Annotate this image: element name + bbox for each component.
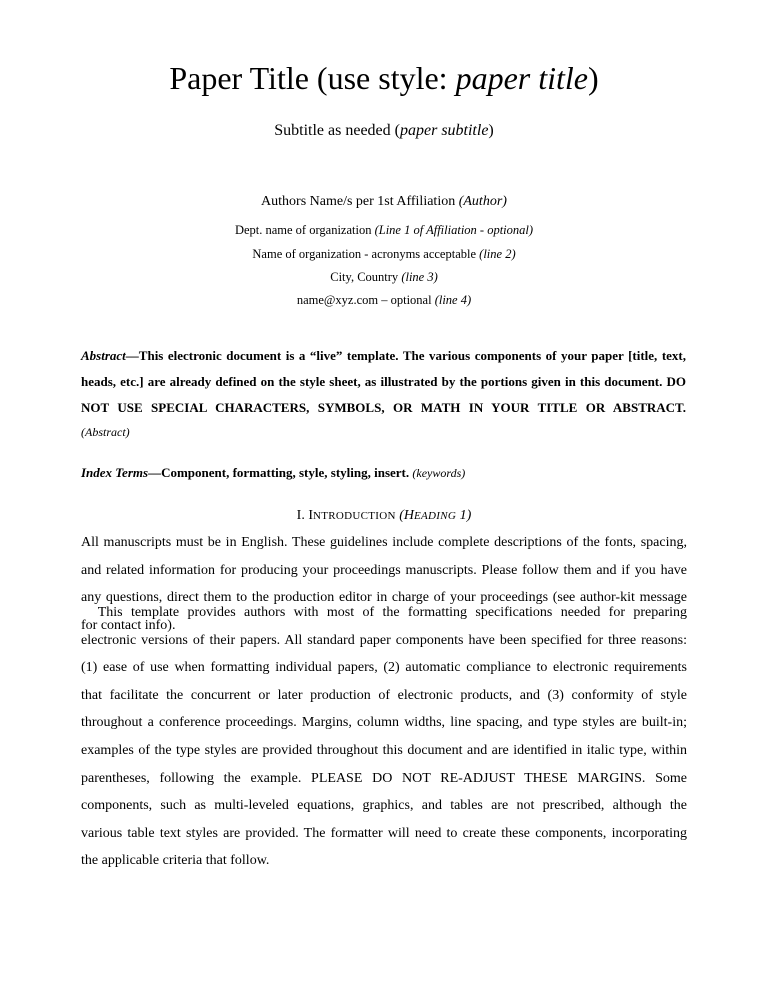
paragraph-2-line: parentheses, following the example. PLEASE DO NOT RE-ADJUST THESE MARGINS. Some <box>81 770 687 786</box>
heading-text: NTRODUCTION <box>312 510 396 522</box>
paragraph-2-line: This template provides authors with most of the formatting specifications needed for preparing <box>81 605 687 620</box>
paragraph-1-line: for contact info). <box>81 617 176 633</box>
title-close-paren: ) <box>587 60 599 96</box>
affiliation-line-1 <box>0 222 768 238</box>
affiliation-line-3 <box>0 269 768 285</box>
index-terms-label: Index Terms <box>81 465 149 480</box>
paragraph-2-line: (1) ease of use when formatting individual papers, (2) automatic compliance to electronic requirements <box>81 660 687 676</box>
index-terms-dash: — <box>148 465 162 480</box>
affiliation-line-4-tag: (line 4) <box>434 293 472 307</box>
affiliation-line-1-tag: (Line 1 of Affiliation - optional) <box>374 223 534 237</box>
author-name-tag: (Author) <box>458 194 507 209</box>
paper-subtitle <box>0 121 768 141</box>
subtitle-style-name: paper subtitle <box>399 122 489 139</box>
affiliation-line-2 <box>0 246 768 262</box>
affiliation-line-2-tag: (line 2) <box>479 247 516 261</box>
abstract <box>81 343 686 421</box>
paragraph-2-line: the applicable criteria that follow. <box>81 853 270 869</box>
paragraph-1-line: any questions, direct them to the production editor in charge of your proceedings (see author-kit message <box>81 590 687 606</box>
author-name <box>0 193 768 211</box>
paragraph-2-line: examples of the type styles are provided throughout this document and are identified in italic type, within <box>81 742 687 758</box>
subtitle-close-paren: ) <box>488 122 494 139</box>
index-terms-keywords: Component, formatting, style, styling, insert. <box>161 465 410 480</box>
affiliation-line-4 <box>0 292 768 308</box>
paragraph-2-line: various table text styles are provided. The formatter will need to create these components, incorporating <box>81 825 687 841</box>
affiliation-line-3-tag: (line 3) <box>401 270 438 284</box>
heading-tag-rest: EADING <box>414 510 457 522</box>
paper-title <box>0 58 768 98</box>
paragraph-2-line: electronic versions of their papers. All standard paper components have been specified for three reasons: <box>81 632 687 648</box>
index-terms-tag: (keywords) <box>412 466 466 480</box>
abstract-dash: — <box>125 348 139 363</box>
subtitle-text: Subtitle as needed ( <box>274 122 400 139</box>
affiliation-email: name@xyz.com – optional <box>296 293 435 307</box>
heading-style-tag <box>399 508 471 523</box>
affiliation-line-3-text: City, Country <box>330 270 402 284</box>
abstract-line-3: NOT USE SPECIAL CHARACTERS, SYMBOLS, OR MATH IN YOUR TITLE OR ABSTRACT. <box>81 400 686 415</box>
index-terms <box>81 465 465 481</box>
paragraph-2-line: that facilitate the concurrent or later production of electronic products, and (3) conformity of style <box>81 687 687 703</box>
paragraph-2-line: throughout a conference proceedings. Margins, column widths, line spacing, and type styles are built-in; <box>81 715 687 731</box>
paragraph-2 <box>81 599 687 875</box>
author-name-text: Authors Name/s per 1st Affiliation <box>261 194 459 209</box>
affiliation-line-1-text: Dept. name of organization <box>234 223 375 237</box>
paragraph-1-line: All manuscripts must be in English. These guidelines include complete descriptions of the fonts, spacing, <box>81 535 687 550</box>
heading-tag-open: (H <box>399 508 415 523</box>
abstract-line-1-text: This electronic document is a “live” template. The various components of your paper [title, text, <box>138 348 686 363</box>
paragraph-2-line: components, such as multi-leveled equations, graphics, and tables are not prescribed, although the <box>81 798 687 814</box>
section-heading-introduction <box>0 507 768 525</box>
heading-number: I. I <box>296 508 313 523</box>
abstract-style-tag: (Abstract) <box>81 425 130 439</box>
title-style-name: paper title <box>455 60 588 96</box>
abstract-line-1 <box>81 343 686 369</box>
abstract-line-2: heads, etc.] are already defined on the style sheet, as illustrated by the portions given in this document. DO <box>81 374 686 389</box>
title-text: Paper Title (use style: <box>169 60 456 96</box>
abstract-label: Abstract <box>81 348 126 363</box>
heading-tag-end: 1) <box>456 508 472 523</box>
affiliation-line-2-text: Name of organization - acronyms acceptable <box>252 247 480 261</box>
paragraph-1-line: and related information for producing your proceedings manuscripts. Please follow them and if you have <box>81 562 687 578</box>
